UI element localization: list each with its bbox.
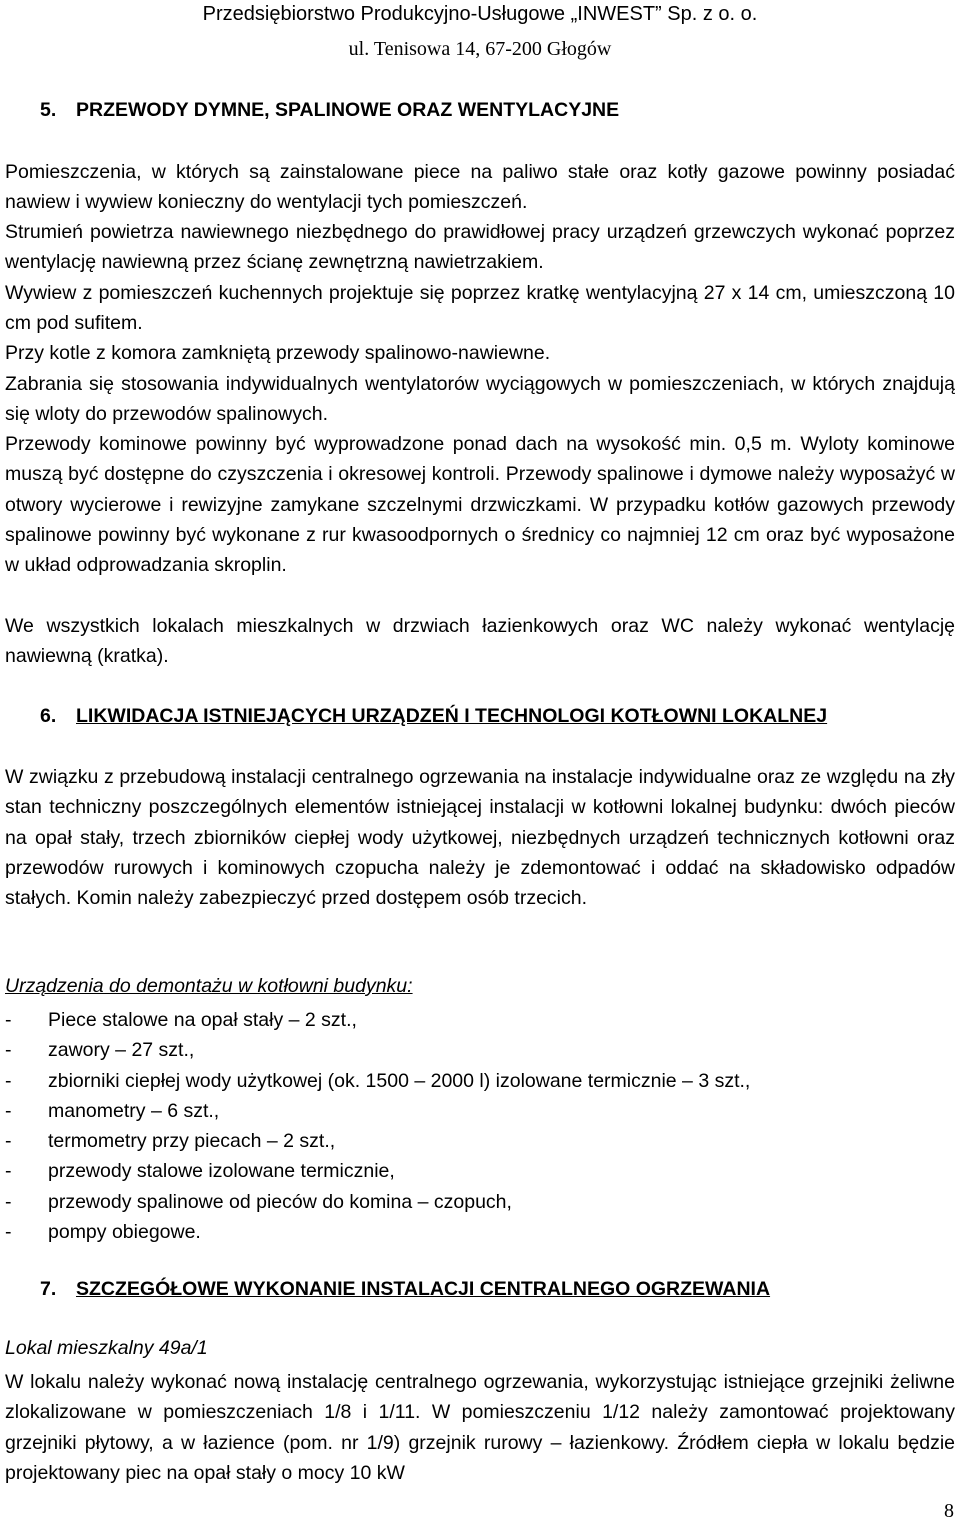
section-5-number: 5. (40, 99, 57, 121)
header-address: ul. Tenisowa 14, 67-200 Głogów (348, 38, 612, 60)
list-item: - zbiorniki ciepłej wody użytkowej (ok. 1500 – 2000 l) izolowane termicznie – 3 szt., (5, 1069, 751, 1092)
demolition-list-title: Urządzenia do demontażu w kotłowni budynku: (5, 975, 413, 997)
section-7-heading (40, 1278, 770, 1301)
page-number: 8 (944, 1500, 954, 1522)
list-item: - Piece stalowe na opał stały – 2 szt., (5, 1009, 357, 1031)
list-item: - manometry – 6 szt., (5, 1099, 220, 1122)
section-5-title: PRZEWODY DYMNE, SPALINOWE ORAZ WENTYLACYJNE (76, 99, 620, 121)
section-5-paragraph-4: Przy kotle z komora zamkniętą przewody spalinowo-nawiewne. (5, 342, 551, 364)
section-5-paragraph-1: Pomieszczenia, w których są zainstalowane piece na paliwo stałe oraz kotły gazowe powinny posiadać nawiew i wywiew konieczny do wentylacji tych pomieszczeń. (5, 161, 955, 214)
list-item: - zawory – 27 szt., (5, 1039, 195, 1062)
section-6-paragraph: W związku z przebudową instalacji centralnego ogrzewania na instalacje indywidualne oraz ze względu na zły stan techniczny poszczególnych elementów istniejącej instalacji w kotłowni lokalnej budynku: dwóch pieców na opał stały, trzech zbiorników ciepłej wody użytkowej, niezbędnych urządzeń technicznych kotłowni oraz przewodów rurowych i kominowych czopucha należy je zdemontować i oddać na składowisko odpadów stałych. Komin należy zabezpieczyć przed dostępem osób trzecich. (5, 766, 955, 910)
section-5-paragraph-5: Zabrania się stosowania indywidualnych wentylatorów wyciągowych w pomieszczeniach, w których znajdują się wloty do przewodów spalinowych. (5, 373, 955, 426)
list-item: - przewody spalinowe od pieców do komina – czopuch, (5, 1190, 512, 1213)
section-6-number: 6. (40, 705, 57, 727)
section-5-heading (40, 99, 619, 122)
section-7-number: 7. (40, 1278, 57, 1300)
list-item: - przewody stalowe izolowane termicznie, (5, 1160, 395, 1183)
section-7-title: SZCZEGÓŁOWE WYKONANIE INSTALACJI CENTRALNEGO OGRZEWANIA (76, 1278, 771, 1300)
section-5-paragraph-2: Strumień powietrza nawiewnego niezbędnego do prawidłowej pracy urządzeń grzewczych wykonać poprzez wentylację nawiewną przez ścianę zewnętrzną nawietrzakiem. (5, 221, 955, 274)
header-company: Przedsiębiorstwo Produkcyjno-Usługowe „INWEST” Sp. z o. o. (202, 3, 758, 25)
section-6-title: LIKWIDACJA ISTNIEJĄCYCH URZĄDZEŃ I TECHNOLOGI KOTŁOWNI LOKALNEJ (76, 705, 828, 727)
section-7-subtitle: Lokal mieszkalny 49a/1 (5, 1337, 208, 1359)
section-7-paragraph: W lokalu należy wykonać nową instalację centralnego ogrzewania, wykorzystując istniejące grzejniki żeliwne zlokalizowane w pomieszczeniach 1/8 i 1/11. W pomieszczeniu 1/12 należy zamontować projektowany grzejniki płytowy, a w łazience (pom. nr 1/9) grzejnik rurowy – łazienkowy. Źródłem ciepła w lokalu będzie projektowany piec na opał stały o mocy 10 kW (5, 1371, 955, 1484)
section-6-heading (40, 705, 827, 728)
list-item: - pompy obiegowe. (5, 1221, 201, 1244)
list-item: - termometry przy piecach – 2 szt., (5, 1130, 336, 1153)
demolition-list (5, 1005, 750, 1247)
section-5-paragraph-3: Wywiew z pomieszczeń kuchennych projektuje się poprzez kratkę wentylacyjną 27 x 14 cm, umieszczoną 10 cm pod sufitem. (5, 282, 955, 335)
section-5-paragraph-6: Przewody kominowe powinny być wyprowadzone ponad dach na wysokość min. 0,5 m. Wyloty kominowe muszą być dostępne do czyszczenia i okresowej kontroli. Przewody spalinowe i dymowe należy wyposażyć w otwory wycierowe i rewizyjne zamykane szczelnymi drzwiczkami. W przypadku kotłów gazowych przewody spalinowe powinny być wykonane z rur kwasoodpornych o średnicy co najmniej 12 cm oraz być wyposażone w układ odprowadzania skroplin. (5, 433, 955, 577)
section-5-paragraph-7: We wszystkich lokalach mieszkalnych w drzwiach łazienkowych oraz WC należy wykonać wentylację nawiewną (kratka). (5, 615, 955, 668)
